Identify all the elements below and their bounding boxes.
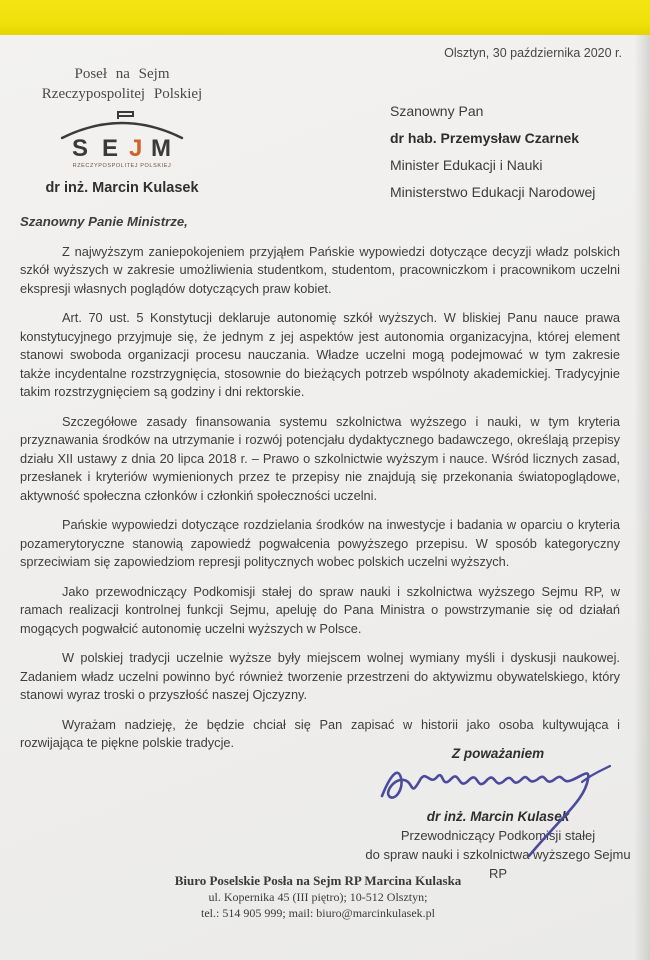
closing-block <box>365 744 631 883</box>
footer-block <box>0 872 636 921</box>
sender-block <box>26 64 218 196</box>
paper-edge-shadow <box>634 35 650 960</box>
letter-paragraph: Z najwyższym zaniepokojeniem przyjąłem Pańskie wypowiedzi dotyczące decyzji władz polskich szkół wyższych w zakresie umożliwienia studentkom, studentom, pracowniczkom i pracownikom uczelni ekspresji własnych poglądów dotyczących praw kobiet. <box>20 243 620 296</box>
letter-paragraph: Wyrażam nadzieję, że będzie chciał się Pan zapisać w historii jako osoba kultywująca i rozwijająca te piękne polskie tradycje. <box>20 716 620 750</box>
signature-area <box>365 763 631 807</box>
closing-phrase: Z poważaniem <box>451 746 545 761</box>
letter-greeting: Szanowny Panie Ministrze, <box>20 214 188 229</box>
sejm-logo-text: S E J M <box>72 135 171 162</box>
sejm-flag-icon <box>118 112 133 119</box>
sender-title-line2: Rzeczypospolitej Polskiej <box>41 86 203 102</box>
recipient-block <box>390 98 595 206</box>
letter-paragraph: Jako przewodniczący Podkomisji stałej do spraw nauki i szkolnictwa wyższego Sejmu RP, w ramach realizacji kontrolnej funkcji Sejmu, apeluję do Pana Ministra o powstrzymanie się od działań mogących pogwałcić autonomię uczelni wyższych w Polsce. <box>20 583 620 636</box>
footer-contact: tel.: 514 905 999; mail: biuro@marcinkulasek.pl <box>200 906 435 920</box>
yellow-accent-band <box>0 0 650 35</box>
sejm-logo <box>59 110 185 172</box>
signatory-name: dr inż. Marcin Kulasek <box>426 809 570 824</box>
footer-address: ul. Kopernika 45 (III piętro); 10-512 Olsztyn; <box>208 890 428 904</box>
letter-date: Olsztyn, 30 października 2020 r. <box>444 46 622 60</box>
letter-paragraph: Art. 70 ust. 5 Konstytucji deklaruje autonomię szkół wyższych. W bliskiej Panu nauce prawa konstytucyjnego przyjmuje się, że jednym z jej aspektów jest autonomia organizacyjna, której element stanowi swoboda organizacji procesu nauczania. Władze uczelni mogą podejmować w tym zakresie także incydentalne rozstrzygnięcia, stosownie do bieżących potrzeb wspólnoty akademickiej. Tradycyjnie takim rozstrzygnięciem są godziny i dni rektorskie. <box>20 310 620 399</box>
footer-office-name: Biuro Poselskie Posła na Sejm RP Marcina Kulaska <box>174 873 462 888</box>
letter-body <box>20 213 620 753</box>
letter-paragraph: W polskiej tradycji uczelnie wyższe były miejscem wolnej wymiany myśli i dyskusji naukowej. Zadaniem władz uczelni powinno być również tworzenie przestrzeni do aktywizmu obywatelskiego, który stanowi wyraz troski o przyszłość naszej Ojczyzny. <box>20 650 620 702</box>
recipient-institution: Ministerstwo Edukacji Narodowej <box>390 184 596 200</box>
sejm-logo-caption: RZECZYPOSPOLITEJ POLSKIEJ <box>72 163 172 169</box>
signatory-title-line1: Przewodniczący Podkomisji stałej <box>400 828 596 843</box>
sender-title-line1: Poseł na Sejm <box>74 66 170 82</box>
letter-paragraph: Szczegółowe zasady finansowania systemu szkolnictwa wyższego i nauki, w tym kryteria przyznawania środków na utrzymanie i rozwój potencjału dydaktycznego badawczego, określają przepisy działu XII ustawy z dnia 20 lipca 2018 r. – Prawo o szkolnictwie wyższym i nauce. Wśród licznych zasad, przesłanek i kryteriów wymienionych przez te przepisy nie znajdują się przekonania światopoglądowe, aktywność społeczna członków i członkiń społeczności uczelni. <box>20 413 620 503</box>
signatory-title-line2: do spraw nauki i szkolnictwa wyższego Sejmu RP <box>365 847 631 881</box>
letter-paragraph: Pańskie wypowiedzi dotyczące rozdzielania środków na inwestycje i badania w oparciu o kryteria pozamerytoryczne stanowią zapowiedź pogwałcenia powyższego przepisu. W sposób kategoryczny sprzeciwiam się zapowiedziom represji politycznych wobec polskich uczelni wyższych. <box>20 517 620 569</box>
recipient-salutation: Szanowny Pan <box>390 103 484 119</box>
sender-name: dr inż. Marcin Kulasek <box>45 180 199 196</box>
recipient-name: dr hab. Przemysław Czarnek <box>390 130 580 146</box>
recipient-title: Minister Edukacji i Nauki <box>390 157 543 173</box>
